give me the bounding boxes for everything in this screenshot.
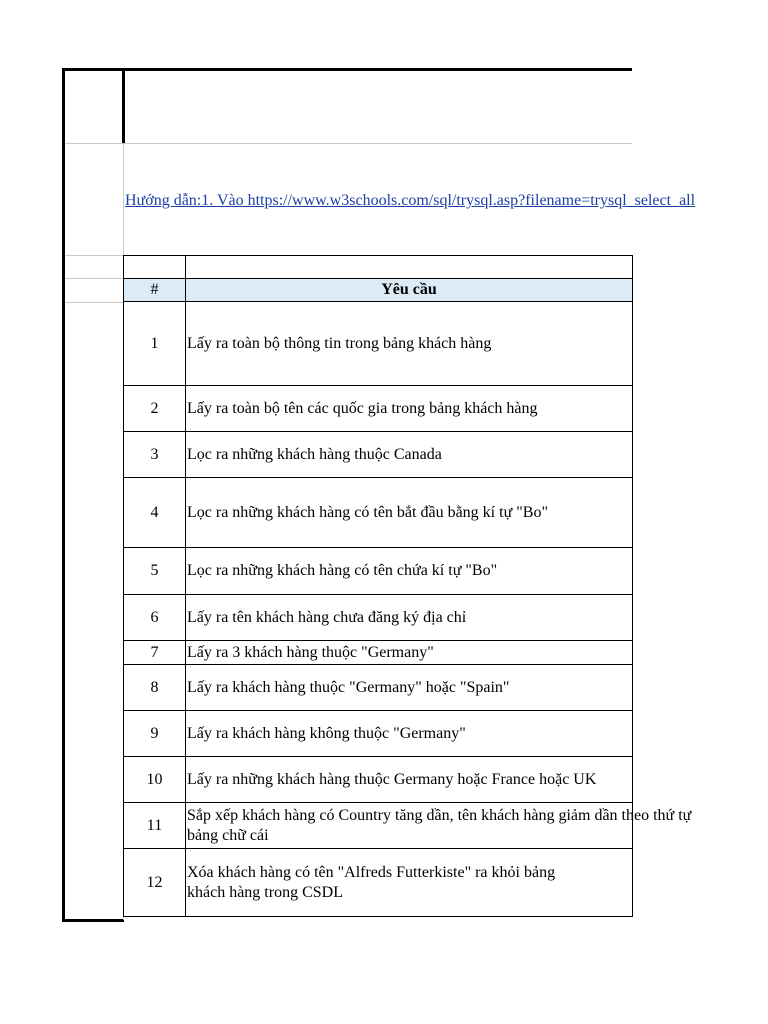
header-cell-border (122, 68, 125, 144)
header-requirement: Yêu cầu (186, 279, 633, 302)
row-text: Lấy ra toàn bộ thông tin trong bảng khách hàng (186, 302, 633, 386)
row-number: 10 (124, 757, 186, 803)
gridline (65, 302, 123, 303)
row-number: 12 (124, 849, 186, 917)
sheet-bottom-border (62, 919, 124, 922)
blank-cell (124, 256, 186, 279)
table-row (124, 302, 633, 386)
row-number: 4 (124, 478, 186, 548)
header-number: # (124, 279, 186, 302)
sheet-left-border (62, 68, 65, 922)
row-text: Lọc ra những khách hàng có tên bắt đầu bằng kí tự "Bo" (186, 478, 633, 548)
row-number: 7 (124, 641, 186, 665)
table-row (124, 849, 633, 917)
table-row (124, 478, 633, 548)
row-text: Lấy ra 3 khách hàng thuộc "Germany" (186, 641, 633, 665)
row-text-content: Xóa khách hàng có tên "Alfreds Futterkiste" ra khỏi bảng khách hàng trong CSDL (187, 863, 556, 901)
row-text-content: Sắp xếp khách hàng có Country tăng dần, tên khách hàng giảm dần theo thứ tự bảng chữ cái (187, 806, 692, 844)
row-number: 8 (124, 665, 186, 711)
blank-row (124, 256, 633, 279)
sheet-top-border (62, 68, 632, 71)
row-number: 3 (124, 432, 186, 478)
row-text: Lọc ra những khách hàng có tên chứa kí tự "Bo" (186, 548, 633, 595)
gridline (65, 255, 123, 256)
table-row (124, 595, 633, 641)
table-row (124, 548, 633, 595)
row-text: Lấy ra khách hàng thuộc "Germany" hoặc "Spain" (186, 665, 633, 711)
gridline (65, 278, 123, 279)
table-row (124, 432, 633, 478)
row-number: 5 (124, 548, 186, 595)
row-number: 9 (124, 711, 186, 757)
row-number: 11 (124, 803, 186, 849)
instruction-link[interactable]: Hướng dẫn:1. Vào https://www.w3schools.com/sql/trysql.asp?filename=trysql_select_all (125, 192, 696, 209)
gridline (65, 143, 632, 144)
row-text: Lấy ra toàn bộ tên các quốc gia trong bảng khách hàng (186, 386, 633, 432)
table-row (124, 386, 633, 432)
table-row (124, 803, 633, 849)
requirements-table (123, 255, 692, 917)
row-text: Lấy ra tên khách hàng chưa đăng ký địa chỉ (186, 595, 633, 641)
row-text: Lọc ra những khách hàng thuộc Canada (186, 432, 633, 478)
table-row (124, 711, 633, 757)
row-number: 1 (124, 302, 186, 386)
row-number: 2 (124, 386, 186, 432)
row-text: Lấy ra khách hàng không thuộc "Germany" (186, 711, 633, 757)
table-row (124, 641, 633, 665)
row-number: 6 (124, 595, 186, 641)
table-row (124, 665, 633, 711)
row-text: Lấy ra những khách hàng thuộc Germany hoặc France hoặc UK (186, 757, 633, 803)
table-row (124, 757, 633, 803)
blank-cell (186, 256, 633, 279)
row-text (186, 803, 692, 849)
header-row (124, 279, 633, 302)
row-text (186, 849, 633, 917)
